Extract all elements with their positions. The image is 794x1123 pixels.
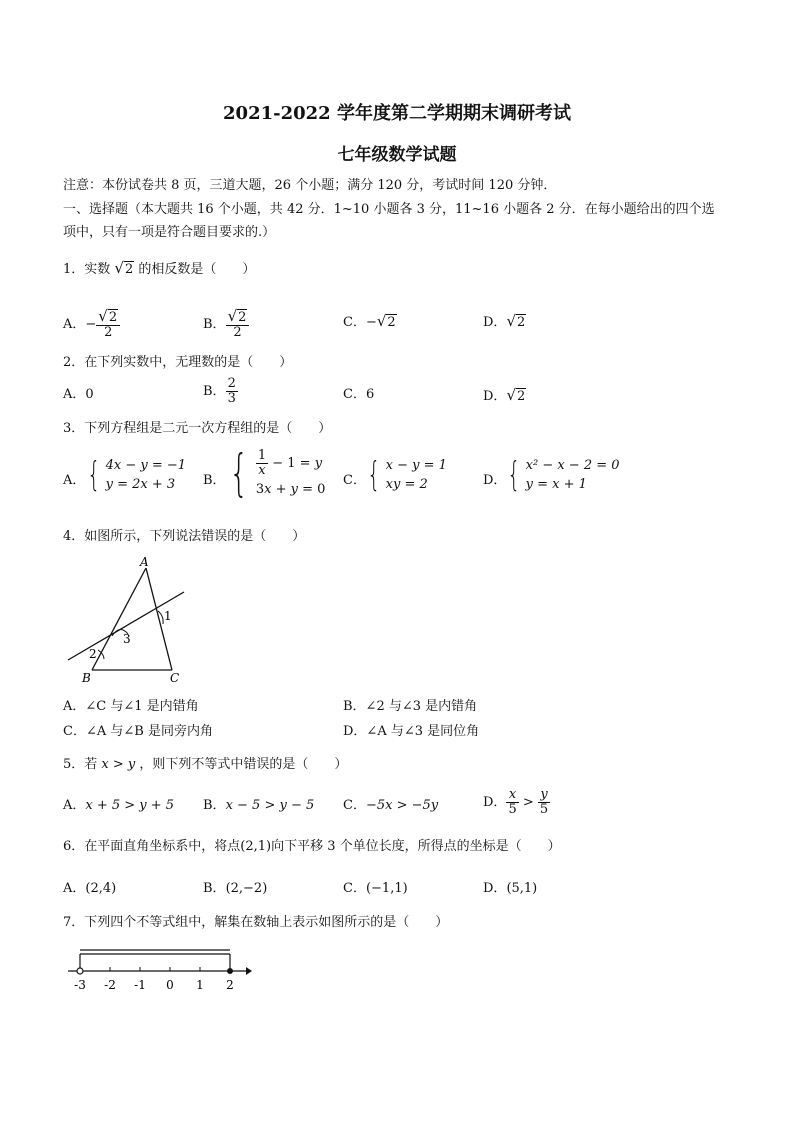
open-endpoint xyxy=(77,968,83,974)
q2-option-b: B． $\frac{2}{3}$ xyxy=(203,376,236,406)
tick-label: 1 xyxy=(196,978,204,992)
tick-label: 0 xyxy=(166,978,174,992)
question-6-stem: 6．在平面直角坐标系中，将点(2,1)向下平移 3 个单位长度，所得点的坐标是（ ） xyxy=(63,839,561,854)
q4-option-c: C．∠A 与∠B 是同旁内角 xyxy=(63,724,213,739)
tick-label: -1 xyxy=(134,978,146,992)
exam-subtitle: 七年级数学试题 xyxy=(337,145,457,165)
q4-option-b: B．∠2 与∠3 是内错角 xyxy=(343,699,478,714)
q5-option-b: B．x − 5 > y − 5 xyxy=(203,798,315,813)
q2-option-d: D．√2 xyxy=(483,386,526,404)
q1-option-c: C．−√2 xyxy=(343,312,396,330)
q4-triangle-figure xyxy=(60,552,200,684)
q3-option-c-system: { x − y = 1 xy = 2 xyxy=(367,455,447,495)
q5-option-d: D． $\frac{x}{5}$ > $\frac{y}{5}$ xyxy=(483,787,549,817)
label-c: C xyxy=(170,671,180,684)
q2-option-a: A．0 xyxy=(63,387,94,402)
tick-label: -2 xyxy=(104,978,116,992)
label-3: 3 xyxy=(123,632,131,646)
q3-option-c-label: C． xyxy=(343,473,366,488)
q1-option-a: A．− $\frac{√2}{2}$ xyxy=(63,309,120,340)
question-4-stem: 4．如图所示，下列说法错误的是（ ） xyxy=(63,529,306,544)
tick-label: -3 xyxy=(74,978,86,992)
tick-label: 2 xyxy=(226,978,234,992)
q6-option-a: A．(2,4) xyxy=(63,881,117,896)
question-1-stem: 1．实数 √2 的相反数是（ ） xyxy=(63,259,256,277)
closed-endpoint xyxy=(227,968,233,974)
q3-option-b-label: B． xyxy=(203,473,226,488)
q5-option-a: A．x + 5 > y + 5 xyxy=(63,798,175,813)
q3-option-a-label: A． xyxy=(63,473,86,488)
q3-option-d-label: D． xyxy=(483,473,507,488)
label-a: A xyxy=(140,555,149,569)
q3-option-d-system: { x² − x − 2 = 0 y = x + 1 xyxy=(507,455,620,495)
q3-option-b-system: { $\frac{1}{x}$ − 1 = y 3x + y = 0 xyxy=(229,444,326,502)
q5-option-c: C．−5x > −5y xyxy=(343,798,439,813)
question-2-stem: 2．在下列实数中，无理数的是（ ） xyxy=(63,355,293,370)
q1-option-d: D．√2 xyxy=(483,312,526,330)
arrow-head-icon xyxy=(246,967,252,975)
section-intro-line2: 项中，只有一项是符合题目要求的.） xyxy=(63,225,276,240)
q2-option-c: C．6 xyxy=(343,387,375,402)
question-3-stem: 3．下列方程组是二元一次方程组的是（ ） xyxy=(63,421,332,436)
label-1: 1 xyxy=(164,609,172,623)
exam-title: 2021-2022 学年度第二学期期末调研考试 xyxy=(223,103,571,124)
q6-option-d: D．(5,1) xyxy=(483,881,538,896)
sqrt-2: √2 xyxy=(114,259,134,277)
label-b: B xyxy=(82,671,91,684)
section-intro-line1: 一、选择题（本大题共 16 个小题，共 42 分．1~10 小题各 3 分，11~16 小题各 2 分．在每小题给出的四个选 xyxy=(63,202,715,217)
question-7-stem: 7．下列四个不等式组中，解集在数轴上表示如图所示的是（ ） xyxy=(63,915,449,930)
q3-option-a-system: { 4x − y = −1 y = 2x + 3 xyxy=(87,455,187,495)
q6-option-b: B．(2,−2) xyxy=(203,881,268,896)
q4-option-d: D．∠A 与∠3 是同位角 xyxy=(343,724,480,739)
q1-option-b: B． $\frac{√2}{2}$ xyxy=(203,309,249,340)
exam-notice: 注意：本份试卷共 8 页，三道大题，26 个小题；满分 120 分，考试时间 120 分钟． xyxy=(63,178,557,193)
q4-option-a: A．∠C 与∠1 是内错角 xyxy=(63,699,199,714)
question-5-stem: 5．若 x > y ，则下列不等式中错误的是（ ） xyxy=(63,757,348,772)
label-2: 2 xyxy=(89,647,97,661)
q6-option-c: C．(−1,1) xyxy=(343,881,408,896)
q7-number-line xyxy=(62,944,252,994)
